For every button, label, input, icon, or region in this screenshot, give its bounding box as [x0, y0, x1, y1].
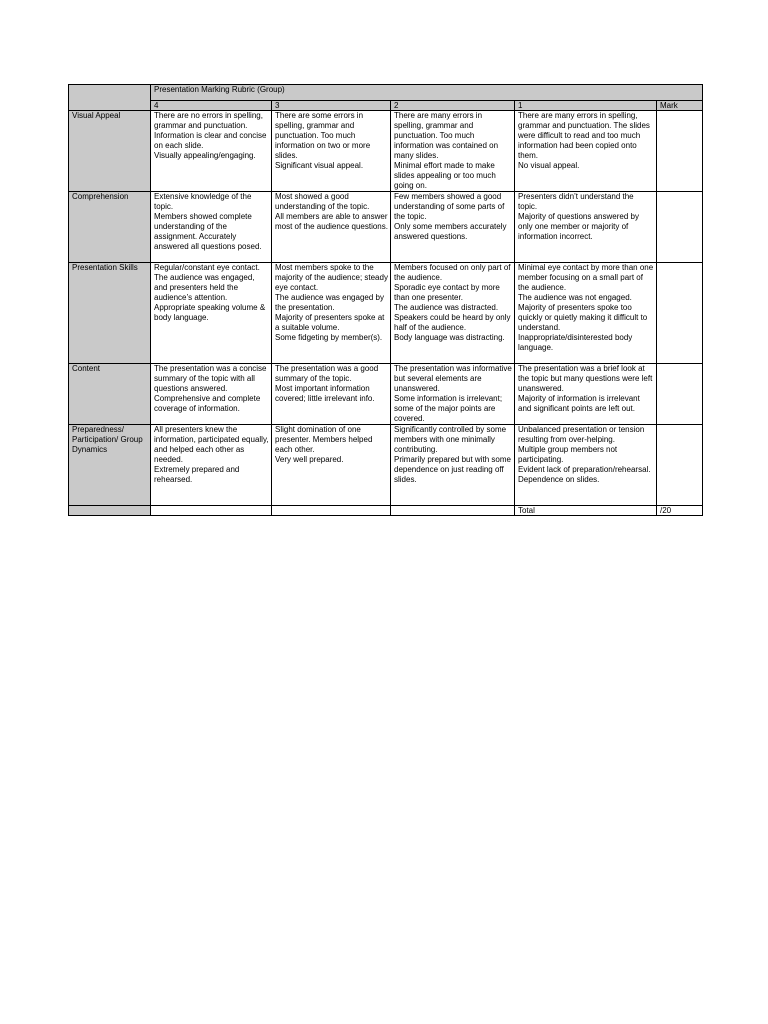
- rubric-title: Presentation Marking Rubric (Group): [151, 85, 703, 101]
- criteria-cell: Most members spoke to the majority of the audience; steady eye contact. The audience was engaged by the presentation. Majority of presenters spoke at a suitable volume. Some fidgeting by member(s).: [272, 263, 391, 364]
- score-header-1: 1: [515, 101, 657, 111]
- score-header-2: 2: [391, 101, 515, 111]
- corner-cell: [69, 85, 151, 111]
- total-row-spacer: [69, 506, 151, 516]
- criteria-cell: Members focused on only part of the audience. Sporadic eye contact by more than one presenter. The audience was distracted. Speakers could be heard by only half of the audience. Body language was distracting.: [391, 263, 515, 364]
- table-row: [69, 263, 703, 364]
- criteria-cell: All presenters knew the information, participated equally, and helped each other as needed. Extremely prepared and rehearsed.: [151, 425, 272, 506]
- table-row: [69, 425, 703, 506]
- table-row: [69, 364, 703, 425]
- mark-header: Mark: [657, 101, 703, 111]
- criteria-cell: Slight domination of one presenter. Members helped each other. Very well prepared.: [272, 425, 391, 506]
- criteria-cell: Extensive knowledge of the topic. Members showed complete understanding of the assignment. Accurately answered all questions posed.: [151, 192, 272, 263]
- row-header-content: Content: [69, 364, 151, 425]
- criteria-cell: There are no errors in spelling, grammar and punctuation. Information is clear and concise on each slide. Visually appealing/engaging.: [151, 111, 272, 192]
- total-row-empty-cell: [151, 506, 272, 516]
- row-header-preparedness: Preparedness/ Participation/ Group Dynamics: [69, 425, 151, 506]
- criteria-cell: Significantly controlled by some members with one minimally contributing. Primarily prepared but with some dependence on just reading off slides.: [391, 425, 515, 506]
- total-row-empty-cell: [272, 506, 391, 516]
- mark-cell[interactable]: [657, 425, 703, 506]
- criteria-cell: There are many errors in spelling, grammar and punctuation. Too much information was contained on many slides. Minimal effort made to make slides appealing or too much going on.: [391, 111, 515, 192]
- total-row-empty-cell: [391, 506, 515, 516]
- criteria-cell: Regular/constant eye contact. The audience was engaged, and presenters held the audience’s attention. Appropriate speaking volume & body language.: [151, 263, 272, 364]
- criteria-cell: The presentation was a brief look at the topic but many questions were left unanswered. Majority of information is irrelevant and significant points are left out.: [515, 364, 657, 425]
- score-header-4: 4: [151, 101, 272, 111]
- row-header-presentation-skills: Presentation Skills: [69, 263, 151, 364]
- criteria-cell: The presentation was a concise summary of the topic with all questions answered. Comprehensive and complete coverage of information.: [151, 364, 272, 425]
- mark-cell[interactable]: [657, 263, 703, 364]
- mark-cell[interactable]: [657, 192, 703, 263]
- total-row: [69, 506, 703, 516]
- criteria-cell: Presenters didn’t understand the topic. Majority of questions answered by only one member or majority of information incorrect.: [515, 192, 657, 263]
- criteria-cell: There are some errors in spelling, grammar and punctuation. Too much information on two or more slides. Significant visual appeal.: [272, 111, 391, 192]
- mark-cell[interactable]: [657, 111, 703, 192]
- table-row: [69, 192, 703, 263]
- criteria-cell: Unbalanced presentation or tension resulting from over-helping. Multiple group members not participating. Evident lack of preparation/rehearsal. Dependence on slides.: [515, 425, 657, 506]
- total-label: Total: [515, 506, 657, 516]
- table-row: [69, 111, 703, 192]
- score-header-3: 3: [272, 101, 391, 111]
- criteria-cell: There are many errors in spelling, grammar and punctuation. The slides were difficult to read and too much information had been copied onto them. No visual appeal.: [515, 111, 657, 192]
- rubric-table: [68, 84, 703, 516]
- row-header-visual-appeal: Visual Appeal: [69, 111, 151, 192]
- title-row: [69, 85, 703, 101]
- criteria-cell: The presentation was informative but several elements are unanswered. Some information is irrelevant; some of the major points are covered.: [391, 364, 515, 425]
- criteria-cell: Few members showed a good understanding of some parts of the topic. Only some members accurately answered questions.: [391, 192, 515, 263]
- criteria-cell: The presentation was a good summary of the topic. Most important information covered; little irrelevant info.: [272, 364, 391, 425]
- mark-cell[interactable]: [657, 364, 703, 425]
- criteria-cell: Minimal eye contact by more than one member focusing on a small part of the audience. The audience was not engaged. Majority of presenters spoke too quickly or quietly making it difficult to understand. Inappropriate/disinterested body language.: [515, 263, 657, 364]
- score-header-row: [69, 101, 703, 111]
- total-value[interactable]: /20: [657, 506, 703, 516]
- criteria-cell: Most showed a good understanding of the topic. All members are able to answer most of the audience questions.: [272, 192, 391, 263]
- row-header-comprehension: Comprehension: [69, 192, 151, 263]
